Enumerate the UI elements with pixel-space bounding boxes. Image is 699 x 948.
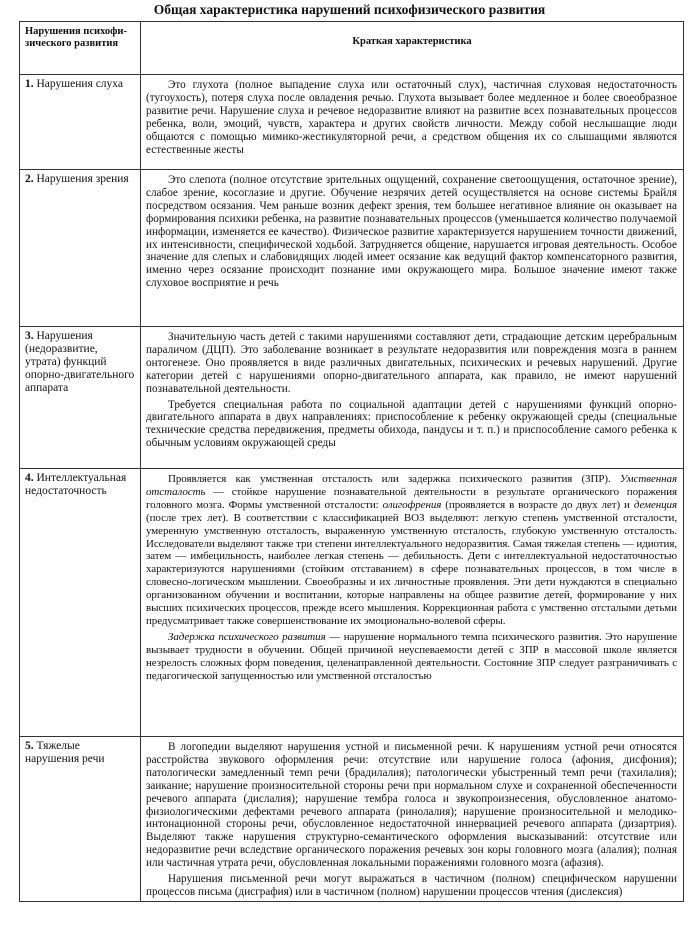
description-paragraph: Нарушения письменной речи могут выражаться в частичном (полном) специфическом нарушении процессов письма (дисграфия) или в частичном (полном) нарушении процессов чтения (дислексия) [146, 873, 677, 898]
header-description: Краткая характеристика [141, 22, 684, 75]
row-category [20, 75, 141, 170]
row-name: Нарушения зрения [36, 173, 129, 185]
term-mental-retardation: Умственная отсталость [146, 473, 677, 498]
characteristics-table [19, 21, 684, 902]
description-paragraph: Это глухота (полное выпадение слуха или остаточный слух), частичная слуховая недостаточность (тугоухость), потеря слуха после овладения речью. Глухота вызывает более медленное и более своеобразное развитие речи. Нарушение слуха и речевое недоразвитие влияют на развитие всех познавательных процессов ребенка, воли, эмоций, чувств, характера и других свойств личности. Между собой неслышащие люди общаются с помощью мимико-жестикуляторной речи, а средством общения их со слышащими являются естественные жесты [146, 79, 677, 156]
description-paragraph [146, 631, 677, 683]
table-header-row [20, 22, 684, 75]
row-name: Интеллектуальная недостаточность [25, 472, 127, 497]
row-description [141, 469, 684, 737]
description-paragraph: В логопедии выделяют нарушения устной и письменной речи. К нарушениям устной речи относятся расстройства звукового оформления речи: отсутствие или нарушение голоса (афония, дисфония); патологически замедленный темп речи (брадилалия); патологически убыстренный темп речи (тахилалия); заикание; нарушение произносительной стороны речи при нормальном слухе и сохраненной обеспеченности речевого аппарата (дислалия); нарушение тембра голоса и звукопроизнесения, обусловленное анатомо-физиологическими дефектами речевого аппарата (ринолалия); нарушение произносительной и мелодико-интонационной стороны речи, обусловленное недостаточной иннервацией речевого аппарата (дизартрия). Выделяют также нарушения структурно-семантического оформления высказываний: отсутствие или недоразвитие речи вследствие органического поражения речевых зон коры головного мозга (алалия); полная или частичная утрата речи, обусловленная локальными поражениями головного мозга (афазия). [146, 741, 677, 870]
table-row [20, 75, 684, 170]
description-paragraph: Это слепота (полное отсутствие зрительных ощущений, сохранение светоощущения, остаточное зрение), слабое зрение, косоглазие и другие. Обучение незрячих детей осуществляется на основе системы Брайля посредством осязания. Чем раньше возник дефект зрения, тем большее негативное влияние он оказывает на формирования психики ребенка, на развитие познавательных процессов (уменьшается количество получаемой информации, изменяется ее качество). Физическое развитие характеризуется нарушением точности движений, их интенсивности, специфической ходьбой. Затрудняется общение, нарушается игровая деятельность. Особое значение для слепых и слабовидящих людей имеет осязание как ведущий фактор компенсаторного развития, именно через осязание происходит познание ими окружающего мира. Большое значение имеют также слуховое восприятие и речь [146, 174, 677, 290]
table-row [20, 737, 684, 902]
description-paragraph: Требуется специальная работа по социальной адаптации детей с нарушениями функций опорно-двигательного аппарата в двух направлениях: приспособление к ребенку окружающей среды (специальные технические средства передвижения, предметы обихода, пандусы и т. п.) и приспособление самого ребенка к обычным условиям окружающей среды [146, 398, 677, 450]
table-row [20, 327, 684, 469]
row-number: 1. [25, 78, 34, 90]
text-run: — нарушение нормального темпа психического развития. Это нарушение вызывает трудности в обучении. Общей причиной неуспеваемости детей с ЗПР в массовой школе является незрелость сложных форм поведения, целенаправленной деятельности. Состояние ЗПР следует разграничивать с педагогической запущенностью или умственной отсталостью [146, 630, 677, 682]
row-name: Тяжелые нарушения речи [25, 740, 105, 765]
text-run: — стойкое нарушение познавательной деятельности в результате органического поражения головного мозга. Формы умственной отсталости: [146, 485, 677, 511]
row-category [20, 469, 141, 737]
row-number: 3. [25, 330, 34, 342]
row-name: Нарушения (недоразвитие, утрата) функций опорно-двигательного аппарата [25, 330, 135, 394]
row-name: Нарушения слуха [36, 78, 123, 90]
header-disorders: Нарушения психофи-зического развития [20, 22, 141, 75]
text-run: (проявляется в возрасте до двух лет) и [441, 498, 634, 511]
row-category [20, 327, 141, 469]
row-description [141, 170, 684, 327]
row-category [20, 737, 141, 902]
term-dementia: деменция [633, 498, 677, 511]
row-number: 2. [25, 173, 34, 185]
document-title: Общая характеристика нарушений психофизического развития [153, 2, 546, 17]
row-description [141, 327, 684, 469]
row-number: 5. [25, 740, 34, 752]
table-row [20, 170, 684, 327]
term-oligophrenia: олигофрения [382, 498, 442, 511]
term-developmental-delay: Задержка психического развития [168, 630, 326, 643]
row-number: 4. [25, 472, 34, 484]
row-description [141, 75, 684, 170]
table-row [20, 469, 684, 737]
description-paragraph [146, 473, 677, 628]
row-category [20, 170, 141, 327]
text-run: (после трех лет). В соответствии с классификацией ВОЗ выделяют: легкую степень умственной отсталости, умеренную умственную отсталость, выраженную умственную отсталость, глубокую умственную отсталость. Исследователи выделяют также три степени интеллектуального недоразвития. Самая тяжелая степень — идиотия, затем — имбецильность, наиболее легкая степень — дебильность. Дети с интеллектуальной недостаточностью характеризуются нарушениями (стойким отставанием) в сфере познавательных процессов, в том числе в словесно-логическом мышлении. Своеобразны и их личностные проявления. Эти дети нуждаются в специально организованном обучении и воспитании, которые направлены на общее развитие детей, формирование у них высших психических процессов, прежде всего мышления. Коррекционная работа с умственно отсталыми детьми предусматривает также совершенствование их эмоционально-волевой сферы. [146, 511, 677, 627]
description-paragraph: Значительную часть детей с такими нарушениями составляют дети, страдающие детским церебральным параличом (ДЦП). Это заболевание возникает в результате недоразвития или повреждения мозга в раннем онтогенезе. Оно проявляется в виде различных двигательных, психических и речевых нарушений. Другие категории детей с нарушениями опорно-двигательного аппарата, как правило, не имеют нарушений познавательной деятельности. [146, 331, 677, 395]
row-description [141, 737, 684, 902]
text-run: Проявляется как умственная отсталость или задержка психического развития (ЗПР). [168, 473, 620, 485]
